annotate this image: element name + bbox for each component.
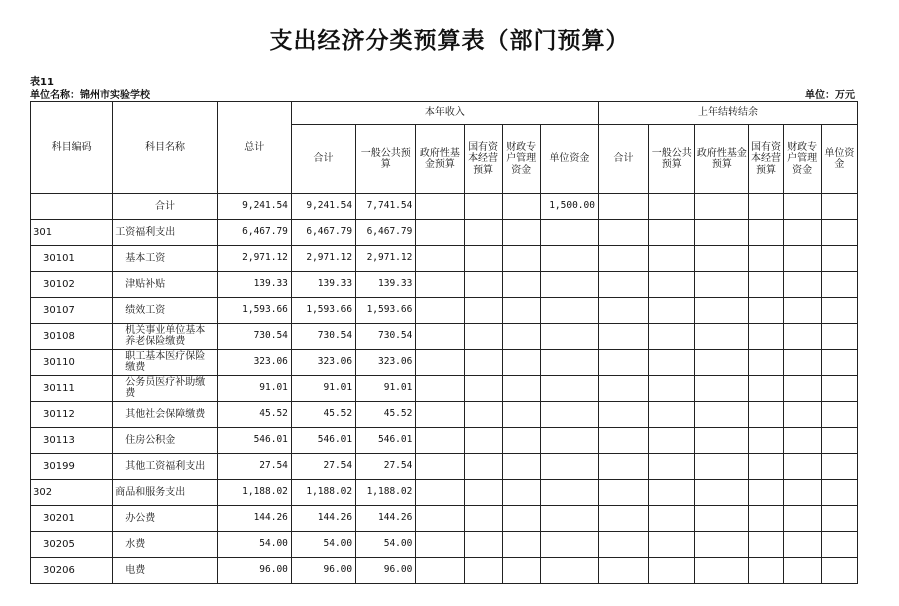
- cell-unit-funds: [540, 272, 598, 298]
- header-py-fund: 政府性基金预算: [695, 125, 749, 194]
- cell-special: [502, 532, 540, 558]
- cell-prior-year-empty: [598, 298, 648, 324]
- header-py-special: 财政专户管理资金: [783, 125, 821, 194]
- cell-cy-total: 1,593.66: [291, 298, 355, 324]
- cell-prior-year-empty: [695, 298, 749, 324]
- row-name: 津贴补贴: [113, 272, 217, 298]
- cell-special: [502, 350, 540, 376]
- cell-prior-year-empty: [649, 454, 695, 480]
- header-cy-fund: 政府性基金预算: [416, 125, 464, 194]
- cell-prior-year-empty: [695, 246, 749, 272]
- cell-prior-year-empty: [821, 506, 857, 532]
- cell-soe: [464, 532, 502, 558]
- header-cy-unit-funds: 单位资金: [540, 125, 598, 194]
- cell-prior-year-empty: [695, 220, 749, 246]
- cell-prior-year-empty: [783, 376, 821, 402]
- row-name: 公务员医疗补助缴费: [113, 376, 217, 402]
- cell-special: [502, 194, 540, 220]
- currency-unit: 单位：万元: [805, 90, 855, 101]
- cell-soe: [464, 220, 502, 246]
- cell-special: [502, 506, 540, 532]
- cell-general: 1,188.02: [356, 480, 416, 506]
- budget-table: [30, 101, 858, 584]
- cell-prior-year-empty: [649, 506, 695, 532]
- cell-prior-year-empty: [598, 454, 648, 480]
- cell-cy-total: 144.26: [291, 506, 355, 532]
- row-name: 住房公积金: [113, 428, 217, 454]
- cell-general: 144.26: [356, 506, 416, 532]
- cell-total: 546.01: [217, 428, 291, 454]
- row-code: 30206: [31, 558, 113, 584]
- cell-special: [502, 246, 540, 272]
- cell-prior-year-empty: [649, 324, 695, 350]
- cell-general: 7,741.54: [356, 194, 416, 220]
- cell-total: 96.00: [217, 558, 291, 584]
- cell-prior-year-empty: [821, 480, 857, 506]
- row-name: 基本工资: [113, 246, 217, 272]
- cell-total: 54.00: [217, 532, 291, 558]
- cell-fund: [416, 402, 464, 428]
- cell-total: 144.26: [217, 506, 291, 532]
- cell-unit-funds: [540, 324, 598, 350]
- cell-cy-total: 27.54: [291, 454, 355, 480]
- cell-total: 45.52: [217, 402, 291, 428]
- cell-prior-year-empty: [649, 194, 695, 220]
- cell-prior-year-empty: [598, 350, 648, 376]
- cell-fund: [416, 272, 464, 298]
- cell-prior-year-empty: [783, 220, 821, 246]
- cell-prior-year-empty: [598, 480, 648, 506]
- cell-total: 1,593.66: [217, 298, 291, 324]
- cell-general: 1,593.66: [356, 298, 416, 324]
- cell-special: [502, 324, 540, 350]
- row-code: 301: [31, 220, 113, 246]
- cell-prior-year-empty: [821, 402, 857, 428]
- cell-prior-year-empty: [749, 454, 783, 480]
- cell-prior-year-empty: [695, 194, 749, 220]
- row-code: 30101: [31, 246, 113, 272]
- cell-cy-total: 730.54: [291, 324, 355, 350]
- cell-fund: [416, 298, 464, 324]
- cell-unit-funds: [540, 402, 598, 428]
- header-total: 总计: [217, 102, 291, 194]
- table-row: [31, 532, 858, 558]
- cell-prior-year-empty: [598, 246, 648, 272]
- cell-unit-funds: [540, 376, 598, 402]
- cell-total: 730.54: [217, 324, 291, 350]
- row-code: 30205: [31, 532, 113, 558]
- cell-prior-year-empty: [749, 246, 783, 272]
- row-name: 电费: [113, 558, 217, 584]
- cell-cy-total: 9,241.54: [291, 194, 355, 220]
- cell-general: 323.06: [356, 350, 416, 376]
- cell-cy-total: 139.33: [291, 272, 355, 298]
- cell-fund: [416, 350, 464, 376]
- cell-prior-year-empty: [783, 298, 821, 324]
- cell-cy-total: 1,188.02: [291, 480, 355, 506]
- cell-cy-total: 54.00: [291, 532, 355, 558]
- cell-prior-year-empty: [783, 506, 821, 532]
- cell-prior-year-empty: [695, 350, 749, 376]
- cell-prior-year-empty: [821, 532, 857, 558]
- cell-prior-year-empty: [749, 428, 783, 454]
- cell-prior-year-empty: [649, 558, 695, 584]
- header-code: 科目编码: [31, 102, 113, 194]
- table-row: [31, 194, 858, 220]
- cell-prior-year-empty: [783, 324, 821, 350]
- cell-prior-year-empty: [649, 220, 695, 246]
- cell-cy-total: 2,971.12: [291, 246, 355, 272]
- cell-cy-total: 323.06: [291, 350, 355, 376]
- unit-name: 单位名称：锦州市实验学校: [30, 90, 150, 101]
- header-cy-soe: 国有资本经营预算: [464, 125, 502, 194]
- cell-prior-year-empty: [649, 532, 695, 558]
- header-cy-special: 财政专户管理资金: [502, 125, 540, 194]
- cell-prior-year-empty: [821, 558, 857, 584]
- header-name: 科目名称: [113, 102, 217, 194]
- row-code: 302: [31, 480, 113, 506]
- cell-general: 45.52: [356, 402, 416, 428]
- cell-cy-total: 546.01: [291, 428, 355, 454]
- cell-total: 9,241.54: [217, 194, 291, 220]
- table-row: [31, 428, 858, 454]
- cell-unit-funds: [540, 246, 598, 272]
- cell-prior-year-empty: [749, 350, 783, 376]
- cell-soe: [464, 428, 502, 454]
- cell-prior-year-empty: [598, 428, 648, 454]
- cell-fund: [416, 532, 464, 558]
- cell-prior-year-empty: [598, 272, 648, 298]
- cell-prior-year-empty: [821, 194, 857, 220]
- row-code: 30102: [31, 272, 113, 298]
- table-row: [31, 480, 858, 506]
- header-cy-total: 合计: [291, 125, 355, 194]
- cell-soe: [464, 402, 502, 428]
- row-code: 30113: [31, 428, 113, 454]
- header-py-total: 合计: [598, 125, 648, 194]
- cell-general: 730.54: [356, 324, 416, 350]
- cell-soe: [464, 454, 502, 480]
- cell-prior-year-empty: [598, 220, 648, 246]
- cell-prior-year-empty: [783, 246, 821, 272]
- cell-prior-year-empty: [783, 350, 821, 376]
- cell-prior-year-empty: [695, 376, 749, 402]
- table-row: [31, 298, 858, 324]
- cell-total: 27.54: [217, 454, 291, 480]
- row-code: 30199: [31, 454, 113, 480]
- cell-fund: [416, 246, 464, 272]
- cell-special: [502, 220, 540, 246]
- cell-total: 2,971.12: [217, 246, 291, 272]
- cell-soe: [464, 376, 502, 402]
- row-name: 合计: [113, 194, 217, 220]
- cell-soe: [464, 506, 502, 532]
- header-current-year: 本年收入: [291, 102, 598, 125]
- table-row: [31, 324, 858, 350]
- row-name: 工资福利支出: [113, 220, 217, 246]
- cell-prior-year-empty: [749, 272, 783, 298]
- cell-special: [502, 454, 540, 480]
- cell-prior-year-empty: [821, 272, 857, 298]
- cell-fund: [416, 480, 464, 506]
- cell-unit-funds: [540, 298, 598, 324]
- row-code: 30108: [31, 324, 113, 350]
- row-name: 其他社会保障缴费: [113, 402, 217, 428]
- table-body: [31, 194, 858, 584]
- cell-prior-year-empty: [749, 506, 783, 532]
- cell-prior-year-empty: [649, 428, 695, 454]
- cell-prior-year-empty: [821, 324, 857, 350]
- cell-total: 91.01: [217, 376, 291, 402]
- table-row: [31, 246, 858, 272]
- cell-soe: [464, 246, 502, 272]
- cell-prior-year-empty: [821, 298, 857, 324]
- cell-special: [502, 558, 540, 584]
- cell-prior-year-empty: [598, 532, 648, 558]
- cell-unit-funds: [540, 454, 598, 480]
- header-py-general: 一般公共预算: [649, 125, 695, 194]
- cell-prior-year-empty: [749, 324, 783, 350]
- cell-general: 546.01: [356, 428, 416, 454]
- cell-prior-year-empty: [598, 506, 648, 532]
- cell-cy-total: 45.52: [291, 402, 355, 428]
- cell-fund: [416, 558, 464, 584]
- cell-prior-year-empty: [598, 402, 648, 428]
- table-row: [31, 350, 858, 376]
- cell-fund: [416, 220, 464, 246]
- cell-general: 96.00: [356, 558, 416, 584]
- cell-prior-year-empty: [783, 272, 821, 298]
- cell-unit-funds: 1,500.00: [540, 194, 598, 220]
- cell-prior-year-empty: [749, 220, 783, 246]
- cell-prior-year-empty: [695, 558, 749, 584]
- cell-prior-year-empty: [598, 376, 648, 402]
- table-row: [31, 454, 858, 480]
- row-code: [31, 194, 113, 220]
- cell-prior-year-empty: [749, 298, 783, 324]
- cell-total: 6,467.79: [217, 220, 291, 246]
- cell-unit-funds: [540, 558, 598, 584]
- cell-unit-funds: [540, 350, 598, 376]
- cell-special: [502, 376, 540, 402]
- cell-fund: [416, 324, 464, 350]
- header-py-unit-funds: 单位资金: [821, 125, 857, 194]
- cell-prior-year-empty: [695, 506, 749, 532]
- row-name: 商品和服务支出: [113, 480, 217, 506]
- cell-soe: [464, 298, 502, 324]
- cell-prior-year-empty: [695, 454, 749, 480]
- cell-total: 1,188.02: [217, 480, 291, 506]
- cell-prior-year-empty: [783, 454, 821, 480]
- cell-prior-year-empty: [649, 298, 695, 324]
- cell-total: 139.33: [217, 272, 291, 298]
- cell-special: [502, 272, 540, 298]
- cell-prior-year-empty: [598, 194, 648, 220]
- cell-special: [502, 428, 540, 454]
- cell-prior-year-empty: [749, 402, 783, 428]
- row-code: 30107: [31, 298, 113, 324]
- row-name: 绩效工资: [113, 298, 217, 324]
- cell-prior-year-empty: [783, 532, 821, 558]
- cell-total: 323.06: [217, 350, 291, 376]
- cell-prior-year-empty: [695, 272, 749, 298]
- cell-unit-funds: [540, 532, 598, 558]
- cell-fund: [416, 454, 464, 480]
- row-name: 职工基本医疗保险缴费: [113, 350, 217, 376]
- cell-prior-year-empty: [783, 558, 821, 584]
- cell-prior-year-empty: [749, 376, 783, 402]
- cell-prior-year-empty: [695, 428, 749, 454]
- header-cy-general: 一般公共预算: [356, 125, 416, 194]
- table-row: [31, 506, 858, 532]
- row-code: 30110: [31, 350, 113, 376]
- cell-cy-total: 6,467.79: [291, 220, 355, 246]
- table-row: [31, 272, 858, 298]
- cell-soe: [464, 350, 502, 376]
- cell-special: [502, 298, 540, 324]
- cell-unit-funds: [540, 506, 598, 532]
- cell-unit-funds: [540, 220, 598, 246]
- cell-prior-year-empty: [695, 480, 749, 506]
- cell-soe: [464, 194, 502, 220]
- row-name: 其他工资福利支出: [113, 454, 217, 480]
- row-name: 水费: [113, 532, 217, 558]
- cell-general: 54.00: [356, 532, 416, 558]
- cell-prior-year-empty: [649, 246, 695, 272]
- cell-fund: [416, 428, 464, 454]
- cell-prior-year-empty: [695, 402, 749, 428]
- cell-prior-year-empty: [749, 558, 783, 584]
- cell-general: 6,467.79: [356, 220, 416, 246]
- cell-prior-year-empty: [649, 376, 695, 402]
- cell-prior-year-empty: [749, 194, 783, 220]
- cell-prior-year-empty: [749, 532, 783, 558]
- row-code: 30201: [31, 506, 113, 532]
- row-code: 30112: [31, 402, 113, 428]
- cell-prior-year-empty: [598, 558, 648, 584]
- cell-general: 139.33: [356, 272, 416, 298]
- page-title: 支出经济分类预算表（部门预算）: [269, 27, 630, 54]
- cell-unit-funds: [540, 428, 598, 454]
- cell-prior-year-empty: [783, 480, 821, 506]
- cell-prior-year-empty: [821, 220, 857, 246]
- cell-prior-year-empty: [649, 402, 695, 428]
- cell-prior-year-empty: [821, 376, 857, 402]
- header-py-soe: 国有资本经营预算: [749, 125, 783, 194]
- cell-soe: [464, 558, 502, 584]
- cell-prior-year-empty: [821, 246, 857, 272]
- cell-prior-year-empty: [783, 402, 821, 428]
- cell-prior-year-empty: [821, 350, 857, 376]
- cell-soe: [464, 324, 502, 350]
- cell-general: 27.54: [356, 454, 416, 480]
- cell-prior-year-empty: [695, 324, 749, 350]
- cell-general: 2,971.12: [356, 246, 416, 272]
- cell-fund: [416, 506, 464, 532]
- table-row: [31, 220, 858, 246]
- cell-prior-year-empty: [695, 532, 749, 558]
- table-row: [31, 402, 858, 428]
- header-prior-year: 上年结转结余: [598, 102, 857, 125]
- cell-prior-year-empty: [649, 350, 695, 376]
- cell-prior-year-empty: [821, 454, 857, 480]
- cell-special: [502, 480, 540, 506]
- table-row: [31, 376, 858, 402]
- cell-soe: [464, 272, 502, 298]
- cell-special: [502, 402, 540, 428]
- cell-general: 91.01: [356, 376, 416, 402]
- cell-prior-year-empty: [821, 428, 857, 454]
- cell-prior-year-empty: [649, 480, 695, 506]
- cell-prior-year-empty: [649, 272, 695, 298]
- cell-cy-total: 91.01: [291, 376, 355, 402]
- table-row: [31, 558, 858, 584]
- cell-prior-year-empty: [598, 324, 648, 350]
- row-code: 30111: [31, 376, 113, 402]
- table-label: 表11: [30, 77, 54, 88]
- cell-fund: [416, 376, 464, 402]
- cell-unit-funds: [540, 480, 598, 506]
- cell-soe: [464, 480, 502, 506]
- row-name: 机关事业单位基本养老保险缴费: [113, 324, 217, 350]
- cell-cy-total: 96.00: [291, 558, 355, 584]
- cell-fund: [416, 194, 464, 220]
- cell-prior-year-empty: [783, 194, 821, 220]
- cell-prior-year-empty: [783, 428, 821, 454]
- row-name: 办公费: [113, 506, 217, 532]
- cell-prior-year-empty: [749, 480, 783, 506]
